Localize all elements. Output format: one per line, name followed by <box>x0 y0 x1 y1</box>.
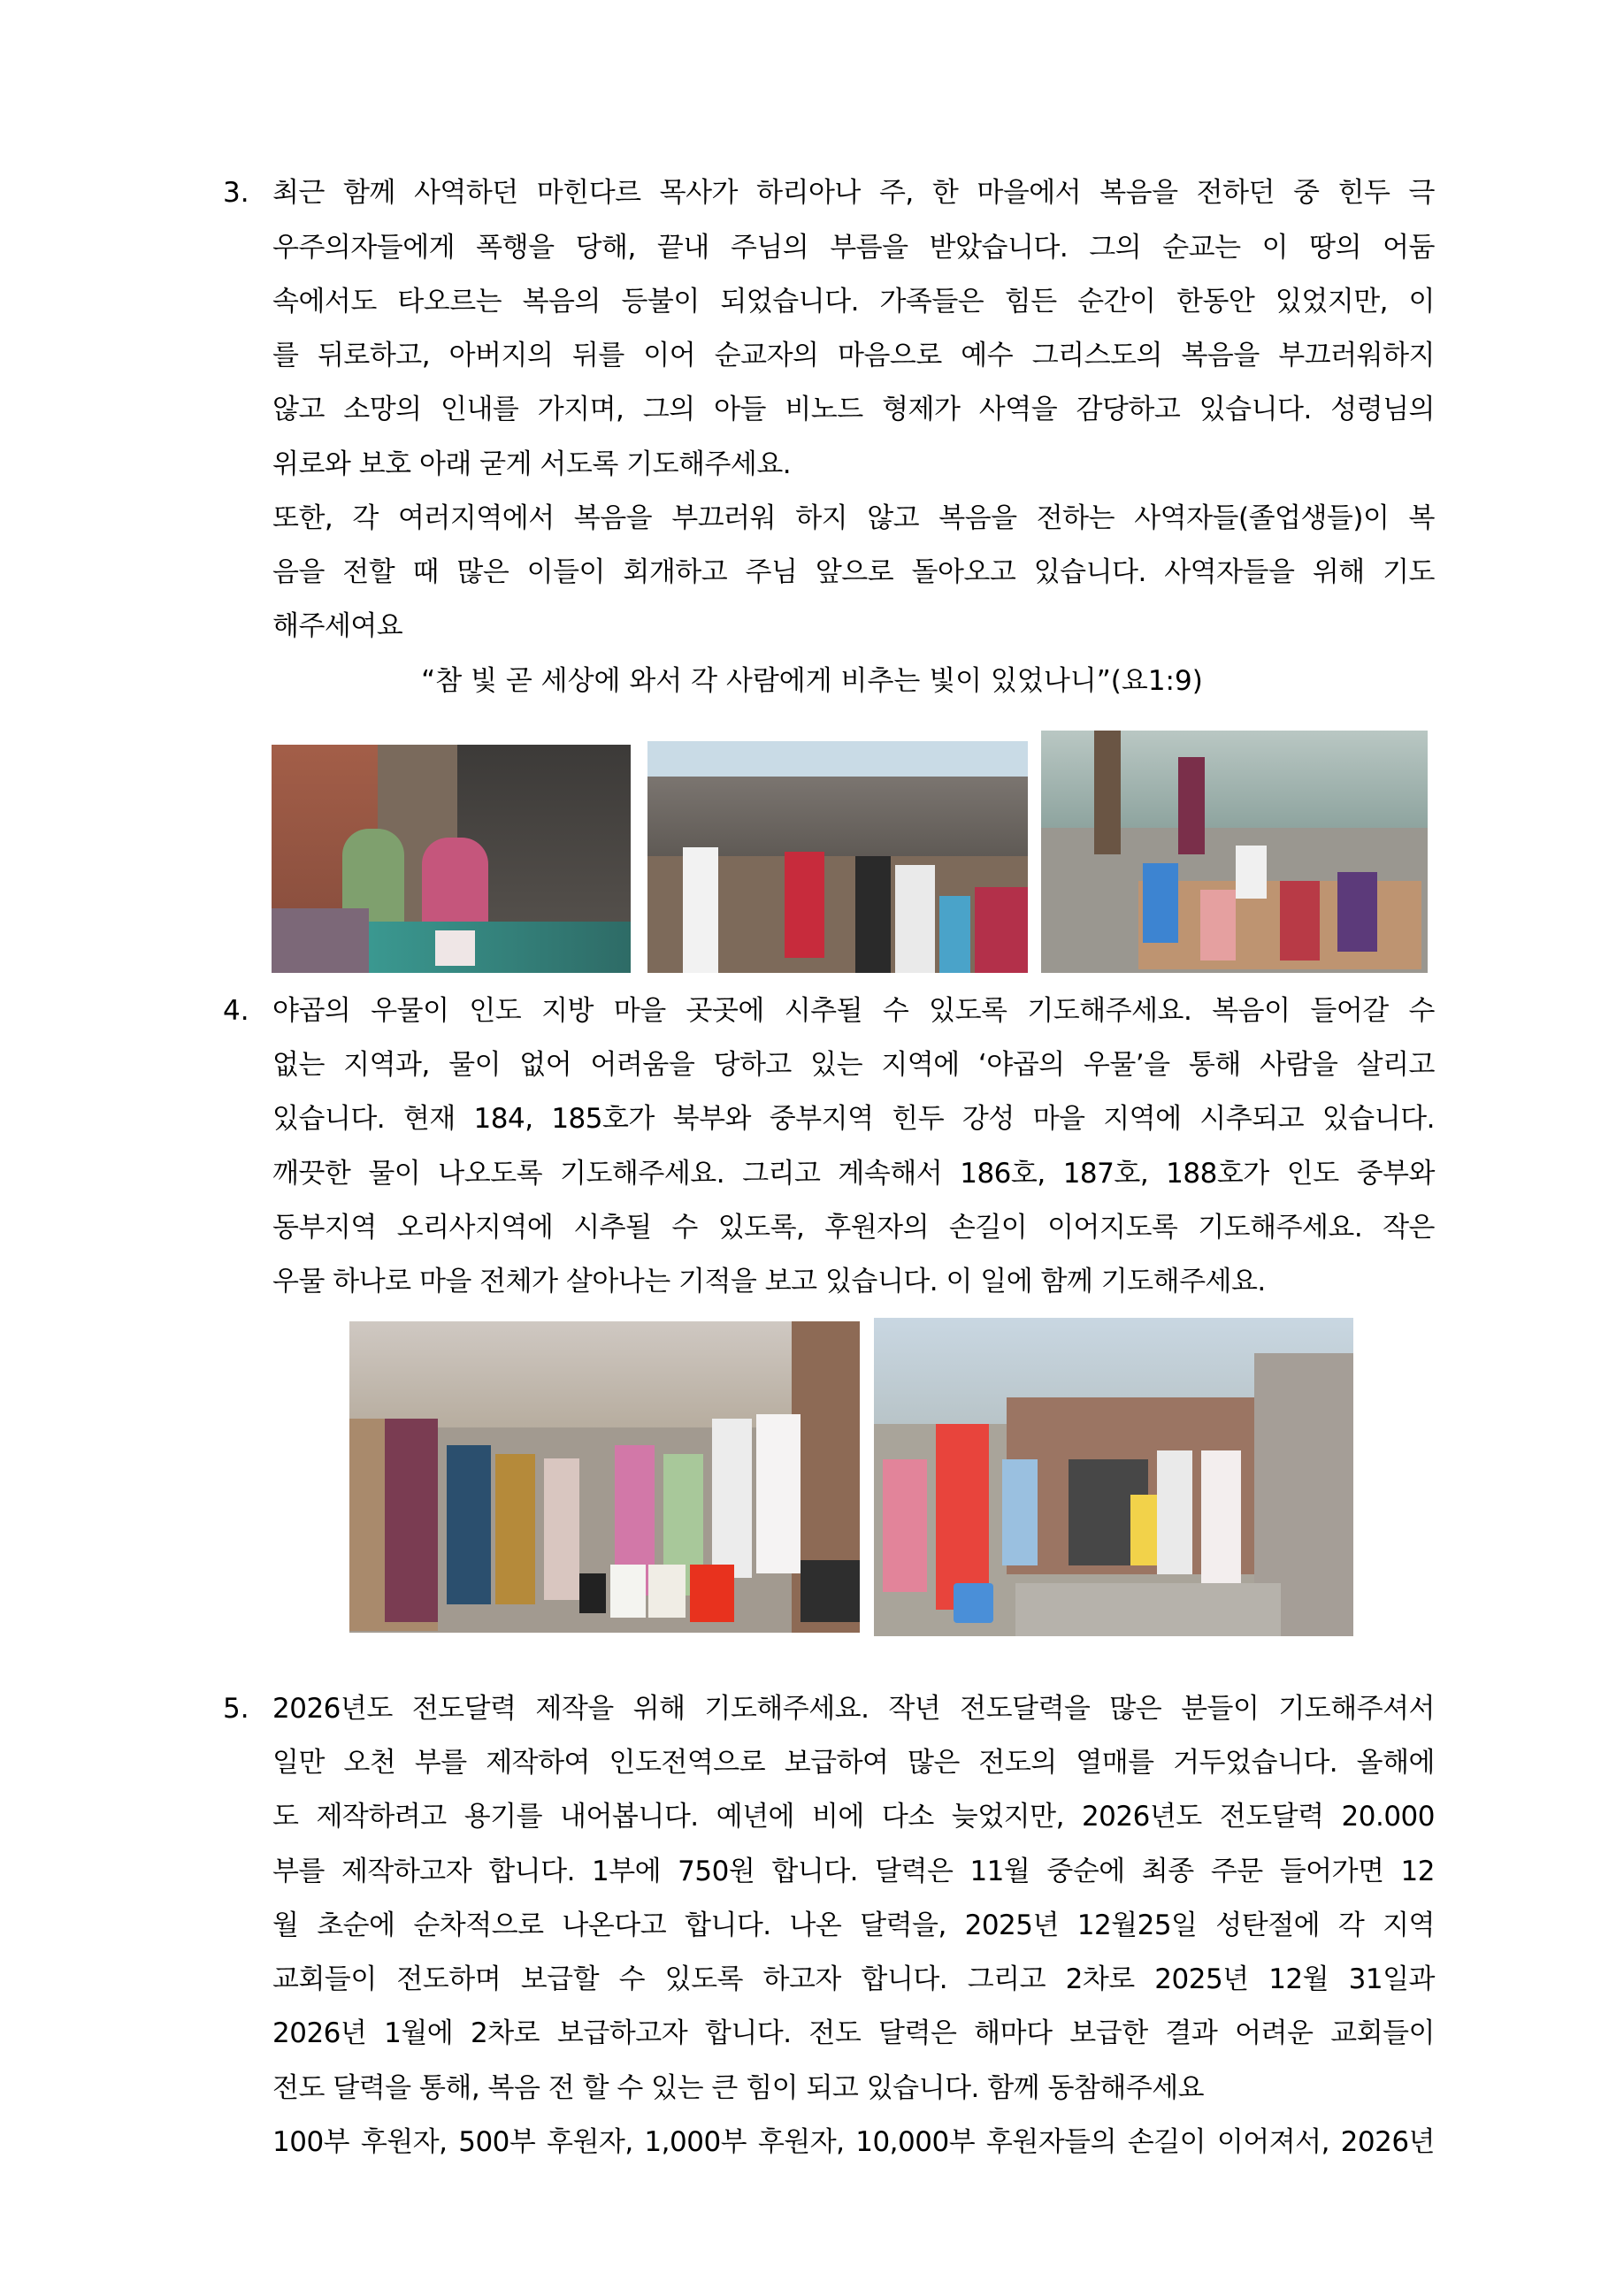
paragraph-line: 최근 함께 사역하던 마힌다르 목사가 하리아나 주, 한 마을에서 복음을 전하던 중 힌두 극 <box>272 177 1435 209</box>
paragraph-line: 깨끗한 물이 나오도록 기도해주세요. 그리고 계속해서 186호, 187호, 188호가 인도 중부와 <box>272 1158 1435 1190</box>
paragraph-line: 또한, 각 여러지역에서 복음을 부끄러워 하지 않고 복음을 전하는 사역자들(졸업생들)이 복 <box>272 502 1435 534</box>
paragraph-line: 음을 전할 때 많은 이들이 회개하고 주님 앞으로 돌아오고 있습니다. 사역자들을 위해 기도 <box>272 556 1435 588</box>
photo-children-outdoor-gathering <box>1041 731 1428 973</box>
paragraph-line: 일만 오천 부를 제작하여 인도전역으로 보급하여 많은 전도의 열매를 거두었습니다. 올해에 <box>272 1747 1435 1779</box>
paragraph-line: 위로와 보호 아래 굳게 서도록 기도해주세요. <box>272 448 792 480</box>
paragraph-line: 있습니다. 현재 184, 185호가 북부와 중부지역 힌두 강성 마을 지역에 시추되고 있습니다. <box>272 1103 1435 1135</box>
paragraph-line: 동부지역 오리사지역에 시추될 수 있도록, 후원자의 손길이 이어지도록 기도해주세요. 작은 <box>272 1212 1435 1244</box>
photo-women-bible-study <box>272 745 631 973</box>
paragraph-line: 우주의자들에게 폭행을 당해, 끝내 주님의 부름을 받았습니다. 그의 순교는 이 땅의 어둠 <box>272 232 1435 264</box>
paragraph-line: 100부 후원자, 500부 후원자, 1,000부 후원자, 10,000부 후원자들의 손길이 이어져서, 2026년 <box>272 2126 1435 2158</box>
paragraph-line: 교회들이 전도하며 보급할 수 있도록 하고자 합니다. 그리고 2차로 2025년 12월 31일과 <box>272 1963 1435 1995</box>
paragraph-line: 우물 하나로 마을 전체가 살아나는 기적을 보고 있습니다. 이 일에 함께 기도해주세요. <box>272 1266 1266 1297</box>
photo-village-crowd-raised-hands <box>647 741 1028 973</box>
paragraph-line: 않고 소망의 인내를 가지며, 그의 아들 비노드 형제가 사역을 감당하고 있습니다. 성령님의 <box>272 394 1435 425</box>
item-number: 5. <box>223 1693 249 1725</box>
item-number: 4. <box>223 995 249 1027</box>
photo-well-family-brick-wall <box>874 1318 1353 1636</box>
bible-verse-quote: “참 빛 곧 세상에 와서 각 사람에게 비추는 빛이 있었나니”(요1:9) <box>421 665 1203 697</box>
paragraph-line: 월 초순에 순차적으로 나온다고 합니다. 나온 달력을, 2025년 12월25일 성탄절에 각 지역 <box>272 1910 1435 1941</box>
paragraph-line: 야곱의 우물이 인도 지방 마을 곳곳에 시추될 수 있도록 기도해주세요. 복음이 들어갈 수 <box>272 995 1435 1027</box>
paragraph-line: 전도 달력을 통해, 복음 전 할 수 있는 큰 힘이 되고 있습니다. 함께 동참해주세요 <box>272 2072 1205 2104</box>
paragraph-line: 없는 지역과, 물이 없어 어려움을 당하고 있는 지역에 ‘야곱의 우물’을 통해 사람을 살리고 <box>272 1049 1435 1081</box>
paragraph-line: 도 제작하려고 용기를 내어봅니다. 예년에 비에 다소 늦었지만, 2026년도 전도달력 20.000 <box>272 1801 1435 1833</box>
paragraph-line: 부를 제작하고자 합니다. 1부에 750원 합니다. 달력은 11월 중순에 최종 주문 들어가면 12 <box>272 1856 1435 1887</box>
paragraph-line: 속에서도 타오르는 복음의 등불이 되었습니다. 가족들은 힘든 순간이 한동안 있었지만, 이 <box>272 286 1435 318</box>
item-number: 3. <box>223 177 249 209</box>
paragraph-line: 2026년도 전도달력 제작을 위해 기도해주세요. 작년 전도달력을 많은 분들이 기도해주셔서 <box>272 1693 1435 1725</box>
paragraph-line: 를 뒤로하고, 아버지의 뒤를 이어 순교자의 마음으로 예수 그리스도의 복음을 부끄러워하지 <box>272 340 1435 371</box>
paragraph-line: 2026년 1월에 2차로 보급하고자 합니다. 전도 달력은 해마다 보급한 결과 어려운 교회들이 <box>272 2017 1435 2049</box>
photo-well-dedication-buckets <box>349 1321 860 1633</box>
paragraph-line: 해주세여요 <box>272 610 403 642</box>
